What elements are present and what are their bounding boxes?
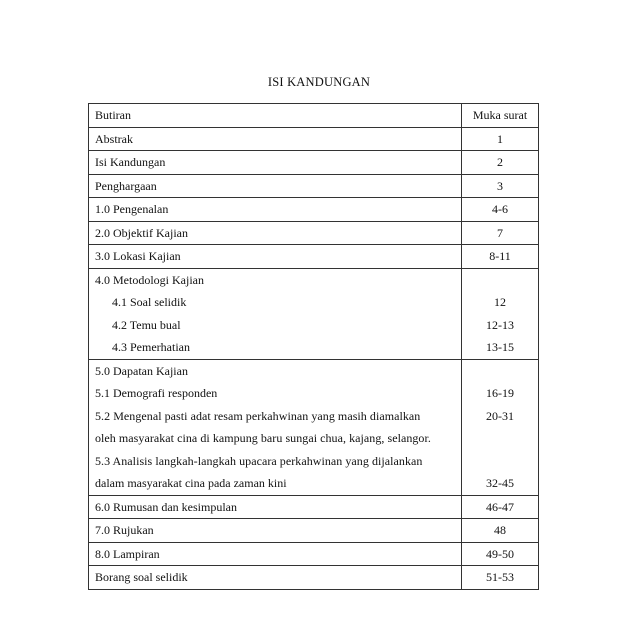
subsection-item: 4.2 Temu bual [112, 317, 181, 332]
table-row [89, 221, 539, 245]
subsection-item-line: dalam masyarakat cina pada zaman kini [95, 476, 287, 490]
row-item: Borang soal selidik [89, 566, 462, 590]
row-page: 46-47 [462, 495, 539, 519]
row-item: Isi Kandungan [89, 151, 462, 175]
row-page: 7 [462, 221, 539, 245]
table-row [89, 245, 539, 269]
row-item: 3.0 Lokasi Kajian [89, 245, 462, 269]
subsection-page: 32-45 [486, 476, 514, 490]
table-of-contents [88, 103, 539, 590]
subsection-item-line: 5.2 Mengenal pasti adat resam perkahwinan yang masih diamalkan [95, 408, 421, 423]
table-row-metodologi [89, 268, 539, 359]
section-heading: 4.0 Metodologi Kajian [95, 272, 204, 287]
blank-line [468, 427, 532, 450]
row-page: 48 [462, 519, 539, 543]
row-item: 2.0 Objektif Kajian [89, 221, 462, 245]
table-header-row [89, 104, 539, 128]
row-page: 51-53 [462, 566, 539, 590]
subsection-page: 12 [494, 295, 506, 309]
subsection-item-line: 5.3 Analisis langkah-langkah upacara perkahwinan yang dijalankan [95, 453, 423, 468]
row-page: 2 [462, 151, 539, 175]
row-item: 8.0 Lampiran [89, 542, 462, 566]
row-item: 7.0 Rujukan [89, 519, 462, 543]
row-page: 49-50 [462, 542, 539, 566]
subsection-page: 20-31 [486, 408, 514, 423]
table-row [89, 519, 539, 543]
row-page-group [462, 268, 539, 359]
section-heading: 5.0 Dapatan Kajian [95, 363, 188, 378]
table-row-dapatan [89, 359, 539, 495]
page-title: ISI KANDUNGAN [267, 75, 371, 89]
table-row [89, 127, 539, 151]
table-row [89, 495, 539, 519]
row-page: 4-6 [462, 198, 539, 222]
row-page-group [462, 359, 539, 495]
subsection-item-line: oleh masyarakat cina di kampung baru sungai chua, kajang, selangor. [95, 431, 431, 445]
row-item: Abstrak [89, 127, 462, 151]
table-row [89, 198, 539, 222]
table-row [89, 174, 539, 198]
blank-line [468, 450, 532, 473]
subsection-item: 4.1 Soal selidik [112, 295, 187, 309]
row-page: 8-11 [462, 245, 539, 269]
subsection-page: 16-19 [486, 386, 514, 400]
row-item: 6.0 Rumusan dan kesimpulan [89, 495, 462, 519]
header-page: Muka surat [462, 104, 539, 128]
table-row [89, 566, 539, 590]
row-item: Penghargaan [89, 174, 462, 198]
row-page: 1 [462, 127, 539, 151]
blank-line [468, 360, 532, 383]
row-item-group [89, 359, 462, 495]
table-row [89, 151, 539, 175]
subsection-item: 5.1 Demografi responden [95, 386, 218, 400]
row-item: 1.0 Pengenalan [89, 198, 462, 222]
table-row [89, 542, 539, 566]
blank-line [468, 269, 532, 292]
subsection-page: 13-15 [486, 340, 514, 354]
row-page: 3 [462, 174, 539, 198]
row-item-group [89, 268, 462, 359]
subsection-item: 4.3 Pemerhatian [112, 340, 190, 354]
header-item: Butiran [89, 104, 462, 128]
subsection-page: 12-13 [486, 317, 514, 332]
